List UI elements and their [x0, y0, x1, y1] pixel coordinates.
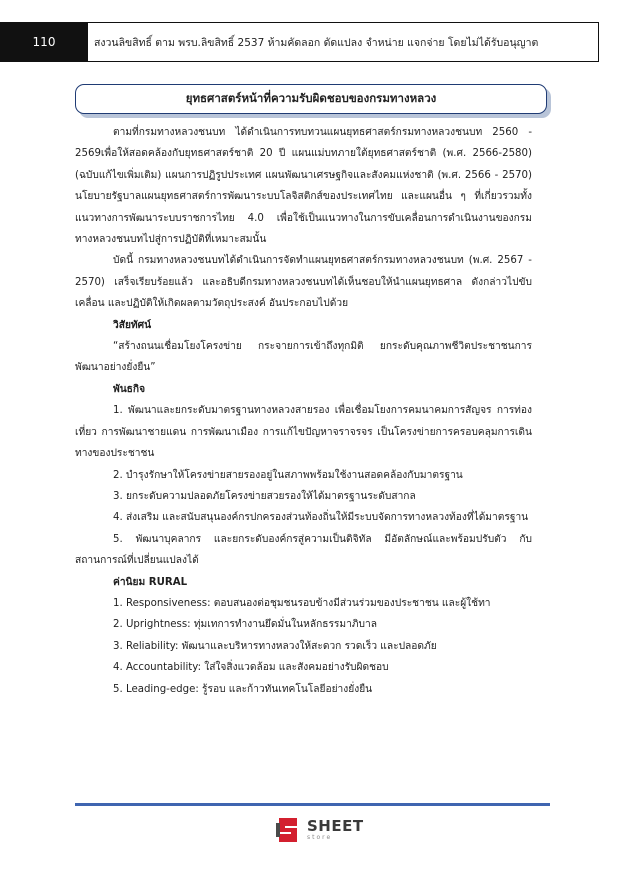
logo-sub-text: store	[307, 834, 333, 841]
value-item: 4. Accountability: ใส่ใจสิ่งแวดล้อม และสังคมอย่างรับผิดชอบ	[113, 662, 389, 674]
values-heading: ค่านิยม RURAL	[113, 576, 188, 588]
mission-item: 2. บำรุงรักษาให้โครงข่ายสายรองอยู่ในสภาพพร้อมใช้งานสอดคล้องกับมาตรฐาน	[113, 469, 463, 481]
vision-text: “สร้างถนนเชื่อมโยงโครงข่าย กระจายการเข้าถึงทุกมิติ ยกระดับคุณภาพชีวิตประชาชนการพัฒนาอย่างยั่งยืน”	[75, 341, 532, 374]
logo-mark-accent	[276, 823, 280, 837]
value-item: 3. Reliability: พัฒนาและบริหารทางหลวงให้สะดวก รวดเร็ว และปลอดภัย	[113, 640, 437, 652]
document-body	[75, 122, 532, 700]
vision-heading: วิสัยทัศน์	[113, 319, 152, 331]
sheet-logo-icon	[274, 815, 302, 845]
page-header	[0, 22, 621, 62]
intro-paragraph: ตามที่กรมทางหลวงชนบท ได้ดำเนินการทบทวนแผนยุทธศาสตร์กรมทางหลวงชนบท 2560 - 2569เพื่อให้สอดคล้องกับยุทธศาสตร์ชาติ 20 ปี แผนแม่บทภายใต้ยุทธศาสตร์ชาติ (พ.ศ. 2566-2580) (ฉบับแก้ไขเพิ่มเติม) แผนการปฏิรูปประเทศ แผนพัฒนาเศรษฐกิจและสังคมแห่งชาติ (พ.ศ. 2566 - 2570) นโยบายรัฐบาลแผนยุทธศาสตร์การพัฒนาระบบโลจิสติกส์ของประเทศไทย และแผนอื่น ๆ ที่เกี่ยวรวมทั้งแนวทางการพัฒนาระบบราชการไทย 4.0 เพื่อใช้เป็นแนวทางในการขับเคลื่อนการดำเนินงานของกรมทางหลวงชนบทไปสู่การปฏิบัติที่เหมาะสมนั้น	[75, 127, 532, 246]
value-item: 5. Leading-edge: รู้รอบ และก้าวทันเทคโนโลยีอย่างยั่งยืน	[113, 683, 373, 695]
header-title: สงวนลิขสิทธิ์ ตาม พรบ.ลิขสิทธิ์ 2537 ห้ามคัดลอก ดัดแปลง จำหน่าย แจกจ่าย โดยไม่ได้รับอนุญาต	[88, 22, 599, 62]
logo-main-text: SHEET	[307, 817, 364, 835]
logo-text	[307, 819, 364, 841]
sheet-store-logo	[274, 815, 364, 845]
mission-item: 3. ยกระดับความปลอดภัยโครงข่ายสวยรองให้ได้มาตรฐานระดับสากล	[113, 490, 416, 502]
logo-mark-shape	[279, 818, 297, 842]
mission-item: 1. พัฒนาและยกระดับมาตรฐานทางหลวงสายรอง เพื่อเชื่อมโยงการคมนาคมการสัญจร การท่องเที่ยว การพัฒนาชายแดน การพัฒนาเมือง การแก้ไขปัญหาจราจรจร เป็นโครงข่ายการครอบคลุมการเดินทางของประชาชน	[75, 405, 532, 460]
page-number: 110	[0, 22, 88, 62]
mission-item: 5. พัฒนาบุคลากร และยกระดับองค์กรสู่ความเป็นดิจิทัล มีอัตลักษณ์และพร้อมปรับตัว กับสถานการณ์ที่เปลี่ยนแปลงได้	[75, 533, 532, 567]
value-item: 2. Uprightness: ทุ่มเทการทำงานยึดมั่นในหลักธรรมาภิบาล	[113, 619, 377, 631]
mission-item: 4. ส่งเสริม และสนับสนุนองค์กรปกครองส่วนท้องถิ่นให้มีระบบจัดการทางหลวงท้องที่ได้มาตรฐาน	[113, 512, 529, 524]
value-item: 1. Responsiveness: ตอบสนองต่อชุมชนรอบข้างมีส่วนร่วมของประชาชน และผู้ใช้ทา	[113, 597, 491, 609]
footer-divider	[75, 803, 550, 806]
section-title: ยุทธศาสตร์หน้าที่ความรับผิดชอบของกรมทางหลวง	[75, 84, 547, 114]
second-paragraph: บัดนี้ กรมทางหลวงชนบทได้ดำเนินการจัดทำแผนยุทธศาสตร์กรมทางหลวงชนบท (พ.ศ. 2567 - 2570) เสร็จเรียบร้อยแล้ว และอธิบดีกรมทางหลวงชนบทได้เห็นชอบให้นำแผนยุทธศาล ดังกล่าวไปขับเคลื่อน และปฏิบัติให้เกิดผลตามวัตถุประสงค์ อันประกอบไปด้วย	[75, 255, 532, 310]
mission-heading: พันธกิจ	[113, 383, 146, 395]
